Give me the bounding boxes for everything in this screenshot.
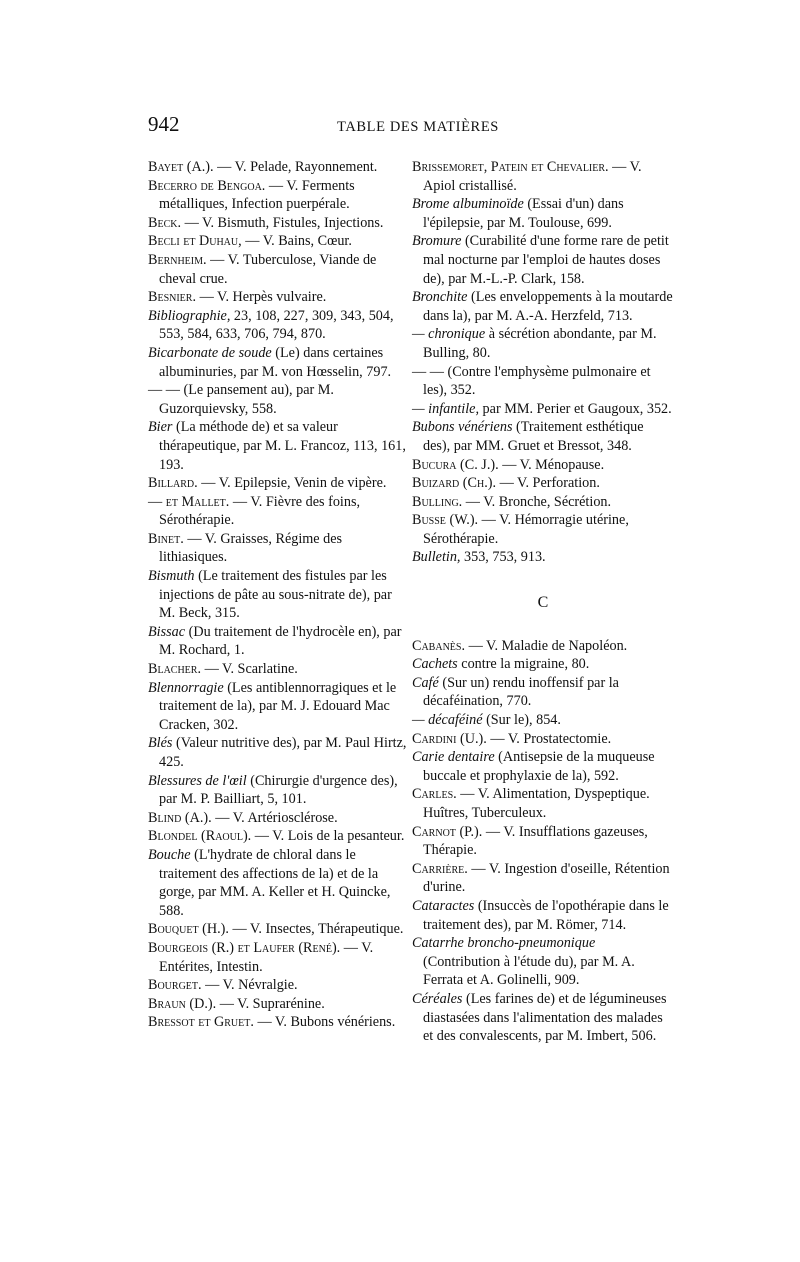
entry-text: (Sur un) rendu inoffensif par la décaféination, 770. [423, 674, 619, 710]
entry-text: (Valeur nutritive des), par M. Paul Hirtz, 425. [159, 735, 407, 770]
entry-heading: Céréales [412, 990, 463, 1007]
index-entry [412, 511, 674, 548]
entry-text: — V. Lois de la pesanteur. [251, 828, 405, 845]
entry-text: — V. Prostatectomie. [486, 730, 612, 747]
index-entry [148, 679, 410, 735]
entry-text: (Contribution à l'étude du), par M. A. Ferrata et A. Golinelli, 909. [423, 953, 635, 989]
entry-text: — V. Bismuth, Fistules, Injections. [181, 214, 384, 231]
entry-heading: Blessures de l'œil [148, 772, 247, 789]
entry-heading: Buizard (Ch.). [412, 475, 497, 492]
entry-heading: Bressot et Gruet. [148, 1014, 254, 1031]
page-number: 942 [148, 112, 180, 136]
entry-heading: Brissemoret, Patein et Chevalier. [412, 159, 609, 175]
entry-text: (Chirurgie d'urgence des), par M. P. Bailliart, 5, 101. [159, 772, 398, 808]
page-header [148, 112, 688, 142]
index-entry [412, 730, 674, 749]
entry-text: 23, 108, 227, 309, 343, 504, 553, 584, 633, 706, 794, 870. [159, 307, 394, 343]
index-entry [148, 214, 410, 233]
entry-heading: Carles. [412, 786, 457, 803]
index-entry [412, 823, 674, 860]
index-entry [148, 288, 410, 307]
index-entry [148, 418, 410, 474]
entry-heading: Carie dentaire [412, 749, 495, 766]
entry-text: contre la migraine, 80. [457, 656, 590, 673]
index-entry [148, 846, 410, 920]
index-entry [148, 939, 410, 976]
index-entry [148, 381, 410, 418]
entry-text: — V. Alimentation, Dyspeptique. Huîtres, Tuberculeux. [423, 786, 650, 821]
entry-heading: Besnier. [148, 289, 197, 306]
entry-text: — V. Ferments métalliques, Infection puerpérale. [159, 177, 355, 213]
entry-heading: Cachets [412, 656, 458, 673]
index-entry [148, 567, 410, 623]
left-column [148, 158, 410, 1032]
entry-heading: Bibliographie, [148, 307, 231, 324]
entry-text: — V. Entérites, Intestin. [159, 939, 374, 975]
entry-heading: Billard. [148, 475, 198, 492]
entry-text: — V. Ménopause. [498, 456, 605, 473]
entry-text: (Les enveloppements à la moutarde dans la), par M. A.-A. Herzfeld, 713. [423, 289, 673, 324]
entry-heading: Bourgeois (R.) et Laufer (René). [148, 939, 341, 956]
entry-text: (Essai d'un) dans l'épilepsie, par M. Toulouse, 699. [423, 196, 624, 231]
index-entry [148, 1013, 410, 1032]
entry-text: — V. Ingestion d'oseille, Rétention d'urine. [423, 860, 670, 896]
entry-text: (Contre l'emphysème pulmonaire et les), 352. [423, 363, 651, 399]
index-entry [412, 860, 674, 897]
entry-text: — V. Graisses, Régime des lithiasiques. [159, 530, 343, 566]
entry-heading: Bulletin, [412, 549, 461, 566]
entry-text: à sécrétion abondante, par M. Bulling, 80. [423, 326, 657, 361]
entry-heading: Blind (A.). [148, 809, 212, 826]
index-entry [148, 734, 410, 771]
entry-heading: Blennorragie [148, 679, 224, 696]
entry-text: — V. Artériosclérose. [211, 809, 338, 826]
index-entry [412, 548, 674, 567]
entry-heading: Cataractes [412, 897, 475, 914]
entry-text: (Curabilité d'une forme rare de petit mal nocturne par l'emploi de hautes doses de), par M.-L.-P. Clark, 158. [423, 233, 669, 287]
entry-heading: Brome albuminoïde [412, 196, 524, 213]
index-entry [412, 785, 674, 822]
entry-heading: — et Mallet. [148, 493, 230, 510]
entry-text: — V. Insectes, Thérapeutique. [228, 921, 404, 938]
index-entry [412, 711, 674, 730]
index-entry [412, 158, 674, 195]
entry-text: (Antisepsie de la muqueuse buccale et prophylaxie de la), 592. [423, 749, 655, 784]
entry-heading: Blacher. [148, 661, 202, 678]
entry-text: (La méthode de) et sa valeur thérapeutique, par M. L. Francoz, 113, 161, 193. [159, 419, 406, 473]
section-letter: C [537, 594, 549, 612]
entry-heading: Busse (W.). [412, 512, 479, 529]
index-entry [412, 195, 674, 232]
entry-text: (Le pansement au), par M. Guzorquievsky, 558. [159, 382, 334, 417]
entry-heading: Bulling. [412, 493, 463, 510]
entry-heading: Bromure [412, 233, 462, 250]
index-entry [148, 307, 410, 344]
entry-heading: Bissac [148, 623, 186, 640]
entry-text: — V. Hémorragie utérine, Sérothérapie. [423, 512, 629, 547]
b-entries [412, 158, 674, 567]
index-entry [412, 748, 674, 785]
entry-text: — V. Bubons vénériens. [253, 1014, 396, 1031]
entry-heading: Bronchite [412, 289, 468, 306]
entry-heading: — — [412, 363, 444, 380]
entry-text: — V. Apiol cristallisé. [423, 159, 642, 194]
entry-heading: Carrière. [412, 860, 468, 877]
index-entry [412, 990, 674, 1046]
entry-text: (Sur le), 854. [482, 712, 561, 729]
index-entry [148, 232, 410, 251]
index-entry [412, 474, 674, 493]
entry-heading: Catarrhe broncho-pneumonique [412, 935, 596, 952]
entry-text: — V. Insufflations gazeuses, Thérapie. [423, 823, 648, 859]
entry-heading: Bernheim. [148, 251, 207, 268]
index-entry [148, 344, 410, 381]
entry-heading: Binet. [148, 530, 184, 547]
entry-heading: Bucura (C. J.). [412, 456, 499, 473]
entry-heading: — — [148, 382, 180, 399]
index-entry [412, 363, 674, 400]
index-entry [412, 655, 674, 674]
index-entry [148, 995, 410, 1014]
entry-text: — V. Scarlatine. [201, 661, 298, 678]
index-entry [412, 400, 674, 419]
entry-heading: Blondel (Raoul). [148, 828, 252, 845]
entry-heading: Bismuth [148, 568, 195, 585]
index-entry [412, 637, 674, 656]
entry-text: — V. Epilepsie, Venin de vipère. [197, 475, 387, 492]
index-entry [412, 674, 674, 711]
entry-text: (Insuccès de l'opothérapie dans le traitement des), par M. Römer, 714. [423, 897, 669, 933]
index-entry [148, 920, 410, 939]
entry-heading: Café [412, 674, 439, 691]
entry-heading: Braun (D.). [148, 995, 217, 1012]
entry-heading: Carnot (P.). [412, 823, 483, 840]
entry-text: — V. Maladie de Napoléon. [465, 637, 628, 654]
entry-text: — V. Suprarénine. [216, 995, 325, 1012]
index-entry [148, 158, 410, 177]
entry-heading: Becerro de Bengoa. [148, 177, 266, 194]
index-entry [148, 623, 410, 660]
entry-text: (Du traitement de l'hydrocèle en), par M. Rochard, 1. [159, 623, 402, 659]
index-entry [412, 232, 674, 288]
index-entry [412, 897, 674, 934]
index-entry [412, 493, 674, 512]
c-entries [412, 637, 674, 1046]
entry-heading: Bubons vénériens [412, 419, 513, 436]
entry-heading: Bourget. [148, 977, 202, 994]
entry-text: 353, 753, 913. [460, 549, 546, 566]
entry-text: (L'hydrate de chloral dans le traitement des affections de la) et de la gorge, par MM. A. Keller et H. Quincke, 588. [159, 846, 391, 919]
entry-text: — V. Tuberculose, Viande de cheval crue. [159, 251, 377, 287]
entry-text: (Les antiblennorragiques et le traitement de la), par M. J. Edouard Mac Cracken, 302. [159, 679, 397, 733]
index-entry [148, 474, 410, 493]
entry-heading: Cabanès. [412, 637, 466, 654]
entry-text: — V. Bains, Cœur. [241, 233, 352, 250]
entry-heading: Bouquet (H.). [148, 921, 229, 938]
entry-heading: Bicarbonate de soude [148, 344, 272, 361]
entry-text: — V. Névralgie. [201, 977, 298, 994]
index-entry [148, 809, 410, 828]
entry-text: par MM. Perier et Gaugoux, 352. [479, 400, 672, 417]
index-entry [412, 456, 674, 475]
entry-heading: Blés [148, 735, 173, 752]
index-entry [148, 251, 410, 288]
entry-text: — V. Bronche, Sécrétion. [462, 493, 612, 510]
entry-heading: Bouche [148, 846, 191, 863]
entry-text: (Le traitement des fistules par les injections de pâte au sous-nitrate de), par M. Beck, 315. [159, 568, 392, 622]
index-entry [148, 827, 410, 846]
running-title: TABLE DES MATIÈRES [337, 119, 499, 135]
entry-heading: — décaféiné [412, 712, 483, 729]
entry-heading: — chronique [412, 326, 486, 343]
entry-heading: Cardini (U.). [412, 730, 487, 747]
entry-heading: — infantile, [412, 400, 479, 417]
index-entry [148, 493, 410, 530]
index-entry [148, 660, 410, 679]
entry-heading: Bier [148, 419, 173, 436]
entry-text: — V. Fièvre des foins, Sérothérapie. [159, 493, 361, 529]
entry-text: (Les farines de) et de légumineuses diastasées dans l'alimentation des malades et des convalescents, par M. Imbert, 506. [423, 990, 667, 1045]
index-entry [148, 772, 410, 809]
right-column [412, 158, 674, 1046]
entry-text: — V. Pelade, Rayonnement. [213, 159, 378, 175]
entry-text: — V. Perforation. [496, 475, 600, 492]
index-entry [412, 288, 674, 325]
entry-text: — V. Herpès vulvaire. [196, 289, 327, 306]
index-entry [148, 976, 410, 995]
index-entry [148, 177, 410, 214]
entry-text: (Le) dans certaines albuminuries, par M. von Hœsselin, 797. [159, 344, 392, 380]
entry-heading: Beck. [148, 214, 182, 231]
index-entry [412, 325, 674, 362]
entry-heading: Becli et Duhau, [148, 233, 242, 250]
index-entry [412, 934, 674, 990]
entry-text: (Traitement esthétique des), par MM. Gruet et Bressot, 348. [423, 419, 644, 454]
entry-heading: Bayet (A.). [148, 159, 214, 175]
index-entry [148, 530, 410, 567]
index-entry [412, 418, 674, 455]
